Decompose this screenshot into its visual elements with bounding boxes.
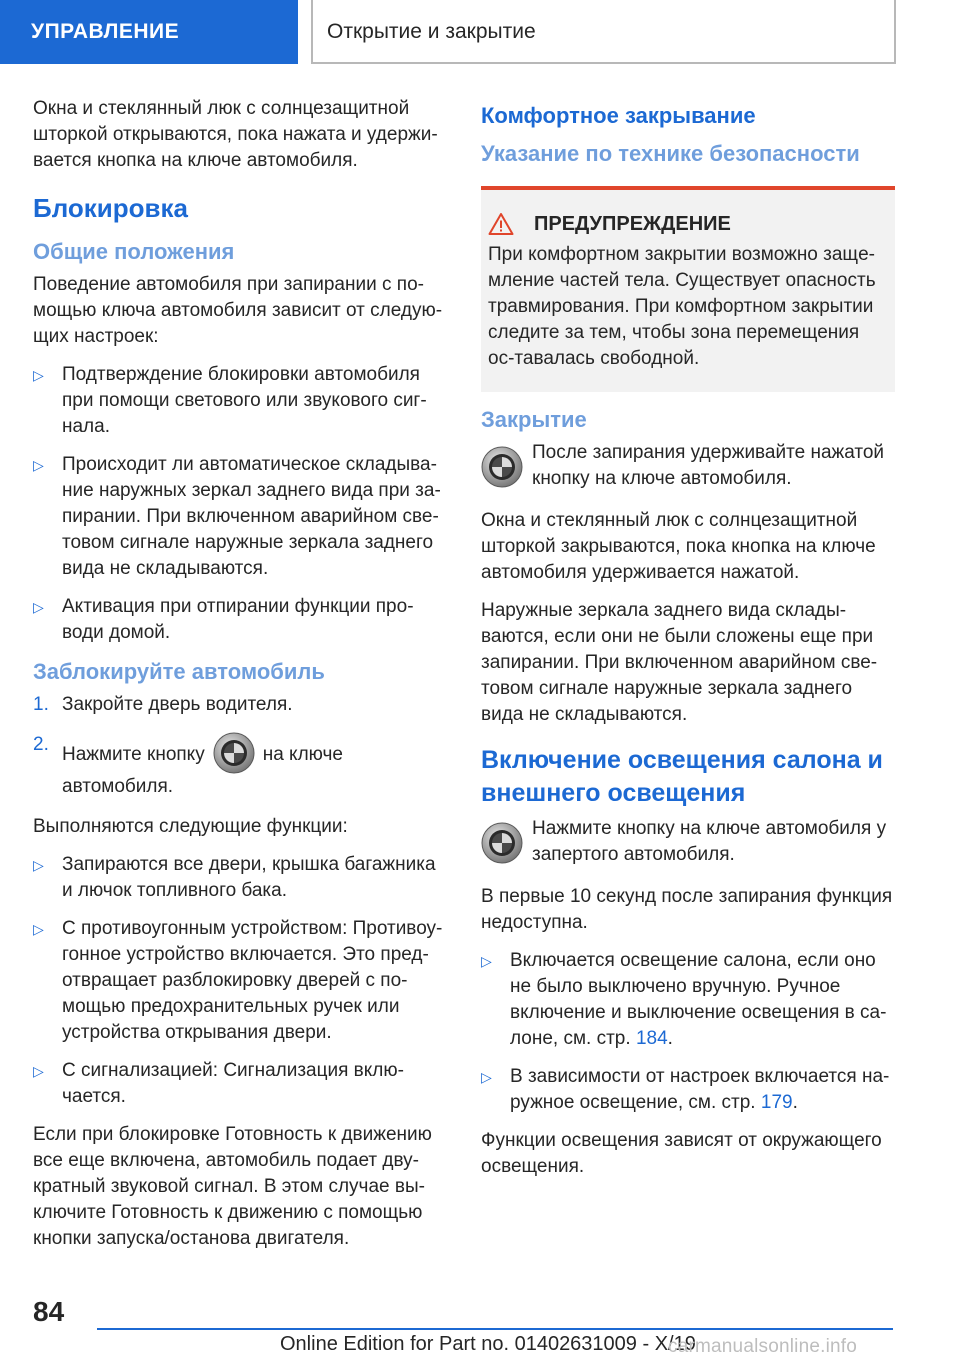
- list-item: ▷ В зависимости от настроек включается на-ружное освещение, см. стр. 179.: [481, 1066, 890, 1113]
- closing-paragraph: Если при блокировке Готовность к движению все еще включена, автомобиль подает дву-кратный звуковой сигнал. В этом случае вы-ключите Готовность к движению с помощью кнопки запуска/останова двигателя.: [33, 1124, 432, 1249]
- closing-heading: Закрытие: [481, 407, 587, 432]
- comfort-heading: Комфортное закрывание: [481, 103, 756, 128]
- footer-divider: [97, 1328, 893, 1330]
- lighting-list: [481, 948, 895, 1116]
- steps-list: [33, 692, 443, 800]
- intro-paragraph: Окна и стеклянный люк с солнцезащитной шторкой открываются, пока нажата и удержи-вается кнопка на ключе автомобиля.: [33, 98, 438, 171]
- warning-triangle-icon: [488, 212, 514, 236]
- locking-heading: Блокировка: [33, 193, 188, 223]
- bmw-key-button-icon: [481, 446, 523, 488]
- warning-box: [481, 186, 895, 392]
- section-tab[interactable]: УПРАВЛЕНИЕ: [0, 0, 298, 64]
- closing-paragraph-1: Окна и стеклянный люк с солнцезащитной шторкой закрываются, пока кнопка на ключе автомобиля удерживается нажатой.: [481, 510, 876, 583]
- footer-edition: Online Edition for Part no. 01402631009 - X/19: [280, 1333, 696, 1355]
- closing-key-instruction: После запирания удерживайте нажатой кнопку на ключе автомобиля.: [481, 440, 895, 492]
- closing-paragraph-2: Наружные зеркала заднего вида склады-ваются, если они не были сложены еще при запирании. При включенном аварийном све-товом сигнале наружные зеркала заднего вида не складываются.: [481, 600, 878, 725]
- triangle-bullet-icon: ▷: [33, 457, 44, 473]
- footer-watermark: carmanualsonline.info: [668, 1336, 858, 1357]
- warning-title: ПРЕДУПРЕЖДЕНИЕ: [488, 212, 887, 236]
- list-item: ▷ С противоугонным устройством: Противоу-гонное устройство включается. Это пред-отвращает разблокировку дверей с по-мощью предохранительных ручек или устройства открывания двери.: [33, 918, 443, 1043]
- bmw-key-button-icon: [481, 822, 523, 864]
- triangle-bullet-icon: ▷: [33, 367, 44, 383]
- lock-vehicle-heading: Заблокируйте автомобиль: [33, 659, 325, 684]
- triangle-bullet-icon: ▷: [33, 599, 44, 615]
- list-item: ▷ С сигнализацией: Сигнализация вклю-чается.: [33, 1060, 404, 1107]
- list-item: ▷ Включается освещение салона, если оно не было выключено вручную. Ручное включение и выключение освещения в са-лоне, см. стр. 184.: [481, 950, 887, 1049]
- functions-paragraph: Выполняются следующие функции:: [33, 816, 348, 837]
- list-item: ▷ Активация при отпирании функции про-води домой.: [33, 596, 414, 643]
- right-column: [481, 96, 895, 1192]
- triangle-bullet-icon: ▷: [33, 1063, 44, 1079]
- list-item: ▷ Запираются все двери, крышка багажника и лючок топливного бака.: [33, 854, 436, 901]
- lighting-heading: Включение освещения салона и внешнего освещения: [481, 746, 883, 807]
- bmw-key-button-icon: [213, 732, 255, 774]
- lighting-key-instruction: Нажмите кнопку на ключе автомобиля у запертого автомобиля.: [481, 816, 895, 868]
- lighting-paragraph-1: В первые 10 секунд после запирания функция недоступна.: [481, 886, 893, 933]
- page-header-title: Открытие и закрытие: [311, 0, 896, 64]
- functions-list: [33, 852, 443, 1110]
- general-heading: Общие положения: [33, 239, 235, 264]
- general-paragraph: Поведение автомобиля при запирании с по-мощью ключа автомобиля зависит от следую-щих настроек:: [33, 274, 443, 347]
- warning-text: При комфортном закрытии возможно защe-мление частей тела. Существует опасность травмирования. При комфортном закрытии следите за тем, чтобы зона перемещения ос-тавалась свободной.: [488, 244, 876, 369]
- page-reference-link[interactable]: 179: [760, 1092, 793, 1113]
- step-item: 1. Закройте дверь водителя.: [33, 694, 293, 715]
- lighting-paragraph-2: Функции освещения зависят от окружающего освещения.: [481, 1130, 882, 1177]
- page-number: 84: [33, 1296, 65, 1327]
- safety-heading: Указание по технике безопасности: [481, 141, 860, 166]
- step-item: 2. Нажмите кнопку на ключе автомобиля.: [33, 734, 343, 797]
- triangle-bullet-icon: ▷: [33, 857, 44, 873]
- triangle-bullet-icon: ▷: [481, 1069, 492, 1085]
- list-item: ▷ Происходит ли автоматическое складыва-ние наружных зеркал заднего вида при за-пирании. При включенном аварийном све-товом сигнале наружные зеркала заднего вида не складываются.: [33, 454, 441, 579]
- list-item: ▷ Подтверждение блокировки автомобиля при помощи светового или звукового сиг-нала.: [33, 364, 427, 437]
- triangle-bullet-icon: ▷: [33, 921, 44, 937]
- general-list: [33, 362, 443, 646]
- left-column: [33, 96, 443, 1264]
- page-reference-link[interactable]: 184: [635, 1028, 668, 1049]
- triangle-bullet-icon: ▷: [481, 953, 492, 969]
